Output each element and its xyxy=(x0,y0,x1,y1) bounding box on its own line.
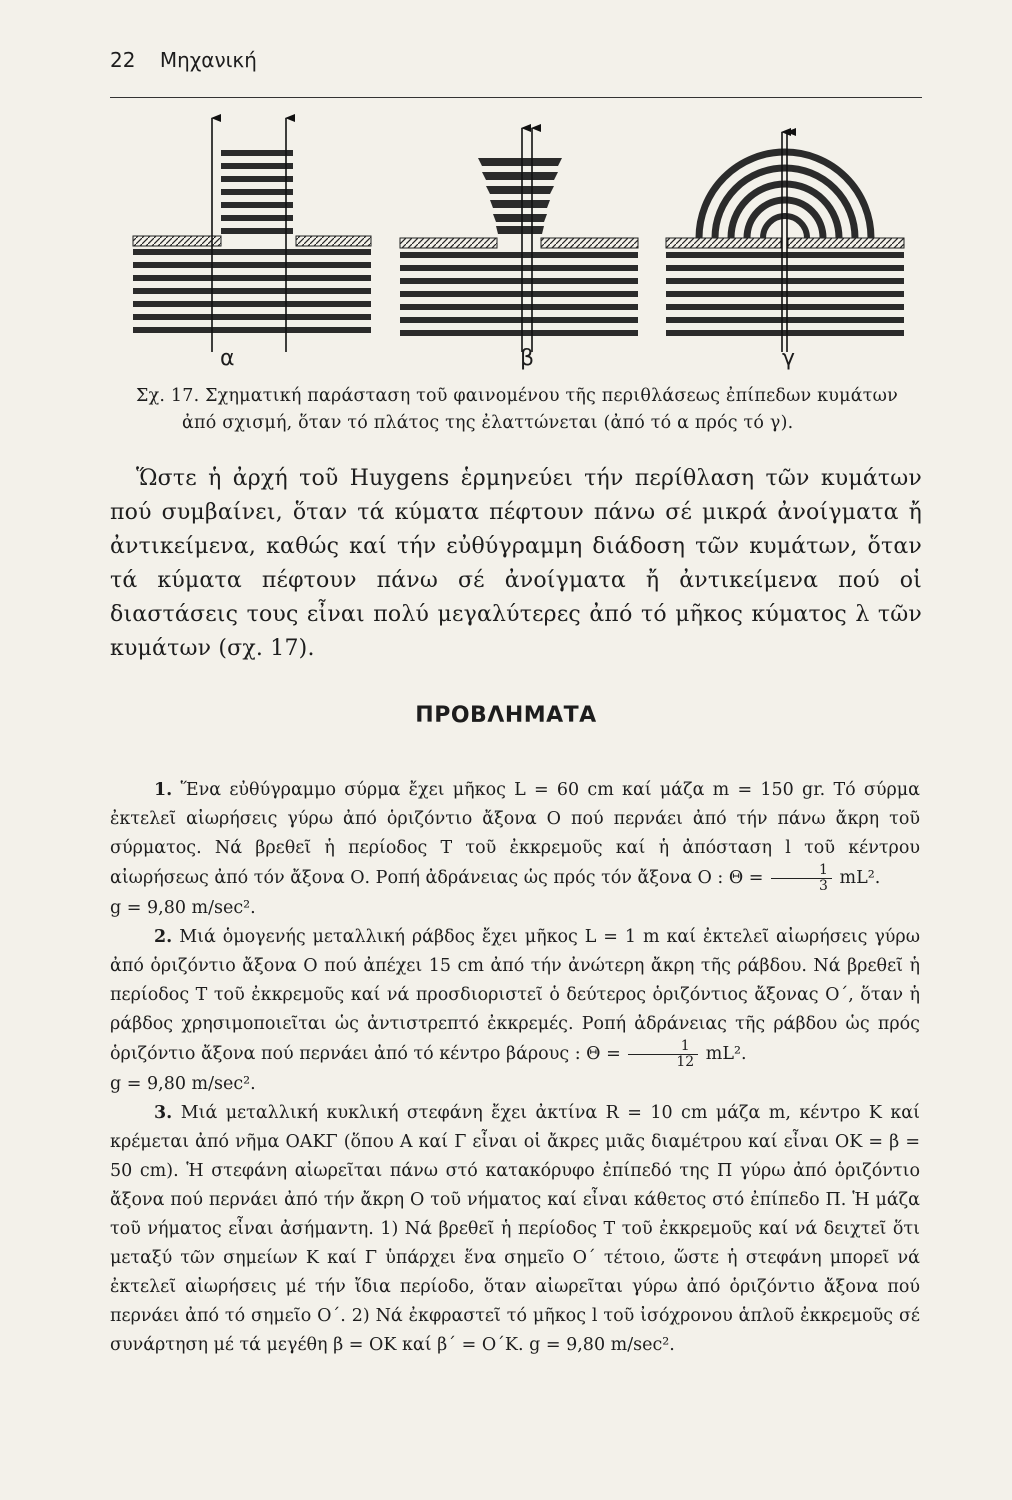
problem-3-number: 3. xyxy=(154,1103,173,1123)
problem-2-number: 2. xyxy=(154,927,173,947)
header-rule xyxy=(110,97,922,98)
fraction-denominator: 12 xyxy=(676,1054,695,1070)
panel-b xyxy=(400,128,638,352)
fraction-numerator: 1 xyxy=(628,1039,698,1055)
problem-1 xyxy=(110,776,920,894)
problem-1-after: mL². xyxy=(839,868,881,888)
figure-label-b: β xyxy=(520,346,535,371)
fraction-numerator: 1 xyxy=(771,863,832,879)
problem-2-fraction xyxy=(628,1039,698,1070)
running-title: Μηχανική xyxy=(159,48,257,72)
fraction-denominator: 3 xyxy=(819,878,828,894)
panel-a xyxy=(133,118,371,352)
problem-1-gravity: g = 9,80 m/sec². xyxy=(110,898,256,918)
figure-label-c: γ xyxy=(782,346,796,371)
problem-2-text: Μιά ὁμογενής μεταλλική ράβδος ἔχει μῆκος L = 1 m καί ἐκτελεῖ αἰωρήσεις γύρω ἀπό ὁριζόντιο ἄξονα Ο πού ἀπέχει 15 cm ἀπό τήν ἀνώτερη ἄκρη τῆς ράβδου. Νά βρεθεῖ ἡ περίοδος Τ τοῦ ἐκκρεμοῦς καί νά προσδιοριστεῖ ὁ δεύτερος ὁριζόντιος ἄξονας Ο΄, ὅταν ἡ ράβδος χρησιμοποιεῖται ὡς ἀντιστρεπτό ἐκκρεμές. Ροπή ἀδράνειας τῆς ράβδου ὡς πρός ὁριζόντιο ἄξονα πού περνάει ἀπό τό κέντρο βάρους : Θ = xyxy=(110,927,920,1064)
problem-1-fraction xyxy=(771,863,832,894)
problem-2-gravity: g = 9,80 m/sec². xyxy=(110,1074,256,1094)
body-paragraph xyxy=(110,462,922,666)
problem-3-text: Μιά μεταλλική κυκλική στεφάνη ἔχει ἀκτίνα R = 10 cm μάζα m, κέντρο Κ καί κρέμεται ἀπό νῆμα ΟΑΚΓ (ὅπου Α καί Γ εἶναι οἱ ἄκρες μιᾶς διαμέτρου καί εἶναι ΟΚ = β = 50 cm). Ἡ στεφάνη αἰωρεῖται πάνω στό κατακόρυφο ἐπίπεδό της Π γύρω ἀπό ὁριζόντιο ἄξονα πού περνάει ἀπό τήν ἄκρη Ο τοῦ νήματος καί εἶναι κάθετος στό ἐπίπεδο Π. Ἡ μάζα τοῦ νήματος εἶναι ἀσήμαντη. 1) Νά βρεθεῖ ἡ περίοδος Τ τοῦ ἐκκρεμοῦς καί νά δειχτεῖ ὅτι μεταξύ τῶν σημείων Κ καί Γ ὑπάρχει ἕνα σημεῖο Ο΄ τέτοιο, ὥστε ἡ στεφάνη μπορεῖ νά ἐκτελεῖ αἰωρήσεις μέ τήν ἴδια περίοδο, ὅταν αἰωρεῖται γύρω ἀπό ὁριζόντιο ἄξονα πού περνάει ἀπό τό σημεῖο Ο΄. 2) Νά ἐκφραστεῖ τό μῆκος l τοῦ ἰσόχρονου ἁπλοῦ ἐκκρεμοῦς σέ συνάρτηση μέ τά μεγέθη β = ΟΚ καί β΄ = Ο΄Κ. g = 9,80 m/sec². xyxy=(110,1103,920,1355)
figure-label-a: α xyxy=(220,346,235,371)
problem-3 xyxy=(110,1099,920,1360)
problem-2-after: mL². xyxy=(705,1044,747,1064)
problems-list xyxy=(110,776,920,1360)
page-header xyxy=(110,48,910,72)
problem-1-text: Ἕνα εὐθύγραμμο σύρμα ἔχει μῆκος L = 60 cm καί μάζα m = 150 gr. Τό σύρμα ἐκτελεῖ αἰωρήσεις γύρω ἀπό ὁριζόντιο ἄξονα Ο πού περνάει ἀπό τήν πάνω ἄκρη τοῦ σύρματος. Νά βρεθεῖ ἡ περίοδος Τ τοῦ ἐκκρεμοῦς καί ἡ ἀπόσταση l τοῦ κέντρου αἰωρήσεως ἀπό τόν ἄξονα Ο. Ροπή ἀδράνειας ὡς πρός τόν ἄξονα Ο : Θ = xyxy=(110,780,920,888)
caption-line-1: Σχ. 17. Σχηματική παράσταση τοῦ φαινομένου τῆς περιθλάσεως ἐπίπεδων κυμάτων xyxy=(136,386,898,406)
panel-c xyxy=(666,132,904,352)
paragraph-text: Ὥστε ἡ ἀρχή τοῦ Huygens ἑρμηνεύει τήν περίθλαση τῶν κυμάτων πού συμβαίνει, ὅταν τά κύματα πέφτουν πάνω σέ μικρά ἀνοίγματα ἤ ἀντικείμενα, καθώς καί τήν εὐθύγραμμη διάδοση τῶν κυμάτων, ὅταν τά κύματα πέφτουν πάνω σέ ἀνοίγματα ἤ ἀντικείμενα πού οἱ διαστάσεις τους εἶναι πολύ μεγαλύτερες ἀπό τό μῆκος κύματος λ τῶν κυμάτων (σχ. 17). xyxy=(110,466,922,661)
caption-line-2: ἀπό σχισμή, ὅταν τό πλάτος της ἐλαττώνεται (ἀπό τό α πρός τό γ). xyxy=(182,413,794,433)
diffraction-figure xyxy=(118,112,908,374)
problem-1-number: 1. xyxy=(154,780,173,800)
diffraction-diagram xyxy=(118,112,908,374)
problem-2 xyxy=(110,923,920,1070)
section-title: ΠΡΟΒΛΗΜΑΤΑ xyxy=(415,703,597,728)
page-number: 22 xyxy=(110,48,136,72)
figure-caption xyxy=(136,383,916,437)
